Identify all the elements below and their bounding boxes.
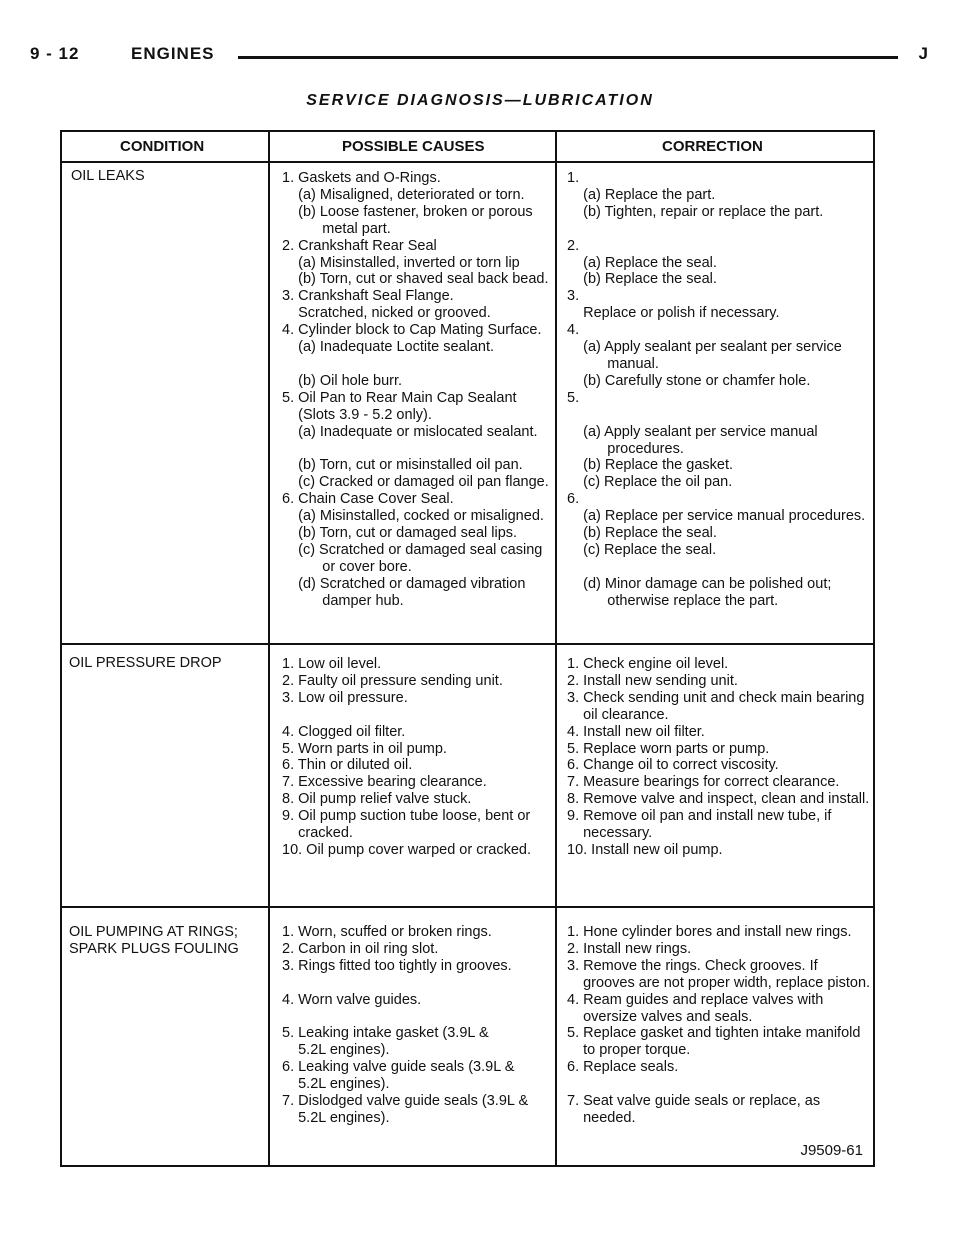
column-header-correction: CORRECTION	[662, 138, 763, 155]
causes-cell: 1. Worn, scuffed or broken rings. 2. Carbon in oil ring slot. 3. Rings fitted too tightly in grooves. 4. Worn valve guides. 5. Leaking intake gasket (3.9L & 5.2L engines). 6. Leaking valve guide seals (3.9L & 5.2L engines). 7. Dislodged valve guide seals (3.9L & 5.2L engines).	[282, 924, 529, 1126]
section-divider	[62, 906, 873, 908]
column-header-causes: POSSIBLE CAUSES	[342, 138, 485, 155]
header-rule	[238, 56, 898, 59]
page-header	[30, 44, 928, 74]
causes-cell: 1. Gaskets and O-Rings. (a) Misaligned, deteriorated or torn. (b) Loose fastener, broken or porous metal part. 2. Crankshaft Rear Seal (a) Misinstalled, inverted or torn lip (b) Torn, cut or shaved seal back bead. 3. Crankshaft Seal Flange. Scratched, nicked or grooved. 4. Cylinder block to Cap Mating Surface. (a) Inadequate Loctite sealant. (b) Oil hole burr. 5. Oil Pan to Rear Main Cap Sealant (Slots 3.9 - 5.2 only). (a) Inadequate or mislocated sealant. (b) Torn, cut or misinstalled oil pan. (c) Cracked or damaged oil pan flange. 6. Chain Case Cover Seal. (a) Misinstalled, cocked or misaligned. (b) Torn, cut or damaged seal lips. (c) Scratched or damaged seal casing or cover bore. (d) Scratched or damaged vibration damper hub.	[282, 170, 549, 609]
condition-cell: OIL PRESSURE DROP	[69, 655, 222, 671]
section-title: ENGINES	[131, 44, 215, 63]
condition-cell: OIL PUMPING AT RINGS; SPARK PLUGS FOULING	[69, 924, 239, 957]
page-number: 9 - 12	[30, 44, 80, 63]
column-header-condition: CONDITION	[120, 138, 205, 155]
figure-reference: J9509-61	[800, 1142, 863, 1159]
column-divider	[555, 132, 557, 1165]
causes-cell: 1. Low oil level. 2. Faulty oil pressure sending unit. 3. Low oil pressure. 4. Clogged oil filter. 5. Worn parts in oil pump. 6. Thin or diluted oil. 7. Excessive bearing clearance. 8. Oil pump relief valve stuck. 9. Oil pump suction tube loose, bent or cracked. 10. Oil pump cover warped or cracked.	[282, 656, 532, 858]
header-mark: J	[918, 44, 928, 63]
page-title: SERVICE DIAGNOSIS—LUBRICATION	[306, 92, 654, 109]
column-divider	[268, 132, 270, 1165]
header-rule	[62, 161, 873, 163]
diagnosis-table	[60, 130, 875, 1167]
section-divider	[62, 643, 873, 645]
condition-cell: OIL LEAKS	[71, 168, 145, 184]
correction-cell: 1. Check engine oil level. 2. Install new sending unit. 3. Check sending unit and check main bearing oil clearance. 4. Install new oil filter. 5. Replace worn parts or pump. 6. Change oil to correct viscosity. 7. Measure bearings for correct clearance. 8. Remove valve and inspect, clean and install. 9. Remove oil pan and install new tube, if necessary. 10. Install new oil pump.	[567, 656, 870, 858]
correction-cell: 1. (a) Replace the part. (b) Tighten, repair or replace the part. 2. (a) Replace the seal. (b) Replace the seal. 3. Replace or polish if necessary. 4. (a) Apply sealant per sealant per service manual. (b) Carefully stone or chamfer hole. 5. (a) Apply sealant per service manual procedures. (b) Replace the gasket. (c) Replace the oil pan. 6. (a) Replace per service manual procedures. (b) Replace the seal. (c) Replace the seal. (d) Minor damage can be polished out; otherwise replace the part.	[567, 170, 866, 609]
correction-cell: 1. Hone cylinder bores and install new rings. 2. Install new rings. 3. Remove the rings. Check grooves. If grooves are not proper width, replace piston. 4. Ream guides and replace valves with oversize valves and seals. 5. Replace gasket and tighten intake manifold to proper torque. 6. Replace seals. 7. Seat valve guide seals or replace, as needed.	[567, 924, 871, 1126]
